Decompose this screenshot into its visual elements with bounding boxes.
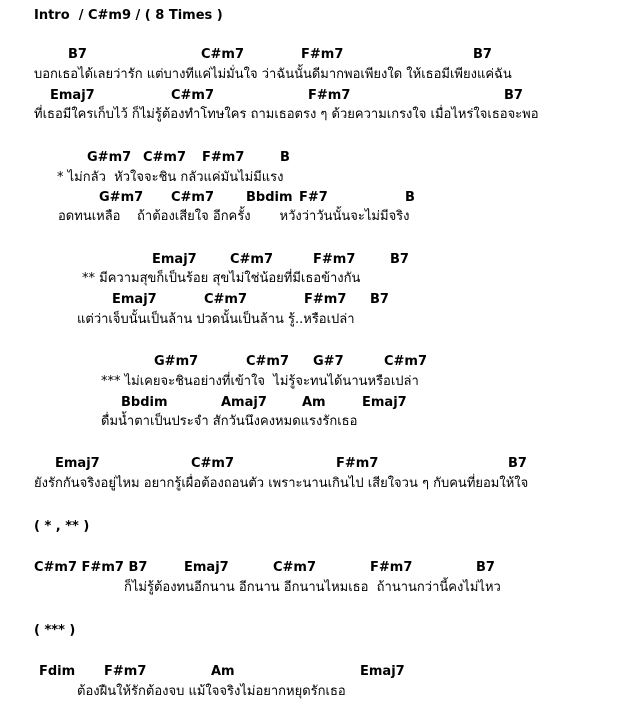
chord-symbol: G#m7 bbox=[99, 190, 144, 205]
chord-symbol: Emaj7 bbox=[362, 395, 407, 410]
chord-symbol: B bbox=[280, 150, 290, 165]
chord-symbol: Emaj7 bbox=[112, 292, 157, 307]
chord-symbol: B7 bbox=[390, 252, 409, 267]
chord-symbol: B7 bbox=[504, 88, 523, 103]
lyric-line: อดทนเหลือ ถ้าต้องเสียใจ อีกครั้ง หวังว่าวันนั้นจะไม่มีจริง bbox=[58, 209, 410, 224]
chord-symbol: B7 bbox=[370, 292, 389, 307]
lyric-line: ต้องฝืนให้รักต้องจบ แม้ใจจริงไม่อยากหยุดรักเธอ bbox=[77, 684, 346, 699]
lyric-line: ** มีความสุขก็เป็นร้อย สุขไม่ใช่น้อยที่มีเธอข้างกัน bbox=[82, 271, 361, 286]
chord-symbol: Emaj7 bbox=[55, 456, 100, 471]
chord-symbol: Am bbox=[302, 395, 326, 410]
chord-symbol: C#m7 bbox=[384, 354, 428, 369]
repeat-marker: ( * , ** ) bbox=[34, 519, 90, 534]
chord-symbol: G#m7 bbox=[87, 150, 132, 165]
chord-symbol: Am bbox=[211, 664, 235, 679]
chord-symbol: C#m7 bbox=[143, 150, 187, 165]
chord-symbol: F#m7 bbox=[304, 292, 347, 307]
repeat-marker: ( *** ) bbox=[34, 623, 76, 638]
chord-symbol: B7 bbox=[508, 456, 527, 471]
chord-symbol: B7 bbox=[476, 560, 495, 575]
chord-symbol: F#m7 bbox=[301, 47, 344, 62]
chord-symbol: C#m7 bbox=[171, 88, 215, 103]
chord-symbol: Amaj7 bbox=[221, 395, 267, 410]
chord-symbol: B7 bbox=[473, 47, 492, 62]
chord-symbol: B7 bbox=[68, 47, 87, 62]
lyric-line: บอกเธอได้เลยว่ารัก แต่บางทีแค่ไม่มั่นใจ ว่าฉันนั้นดีมากพอเพียงใด ให้เธอมีเพียงแค่ฉัน bbox=[34, 67, 512, 82]
chord-symbol: G#7 bbox=[313, 354, 344, 369]
lyric-line: แต่ว่าเจ็บนั้นเป็นล้าน ปวดนั้นเป็นล้าน รู้..หรือเปล่า bbox=[77, 312, 355, 327]
chord-symbol: C#m7 bbox=[246, 354, 290, 369]
chord-symbol: Emaj7 bbox=[360, 664, 405, 679]
chord-symbol: C#m7 bbox=[201, 47, 245, 62]
chord-symbol: F#m7 bbox=[104, 664, 147, 679]
chord-symbol: Bbdim bbox=[246, 190, 293, 205]
chord-symbol: C#m7 bbox=[204, 292, 248, 307]
chord-symbol: Emaj7 bbox=[152, 252, 197, 267]
chord-symbol: C#m7 F#m7 B7 bbox=[34, 560, 148, 575]
chord-symbol: Emaj7 bbox=[50, 88, 95, 103]
chord-symbol: F#m7 bbox=[202, 150, 245, 165]
chord-symbol: F#m7 bbox=[313, 252, 356, 267]
lyric-line: * ไม่กลัว หัวใจจะชิน กลัวแค่มันไม่มีแรง bbox=[57, 170, 284, 185]
chord-symbol: C#m7 bbox=[191, 456, 235, 471]
chord-symbol: F#m7 bbox=[308, 88, 351, 103]
lyric-line: ดื่มน้ำตาเป็นประจำ สักวันนึงคงหมดแรงรักเธอ bbox=[101, 414, 358, 429]
lyric-line: ยังรักกันจริงอยู่ไหม อยากรู้เผื่อต้องถอนตัว เพราะนานเกินไป เสียใจวน ๆ กับคนที่ยอมให้ใจ bbox=[34, 476, 529, 491]
intro-header: Intro / C#m9 / ( 8 Times ) bbox=[34, 8, 223, 23]
chord-symbol: F#m7 bbox=[336, 456, 379, 471]
chord-symbol: C#m7 bbox=[230, 252, 274, 267]
chord-symbol: F#m7 bbox=[370, 560, 413, 575]
chord-symbol: F#7 bbox=[299, 190, 328, 205]
chord-symbol: Emaj7 bbox=[184, 560, 229, 575]
chord-symbol: Fdim bbox=[39, 664, 76, 679]
chord-symbol: C#m7 bbox=[273, 560, 317, 575]
chord-symbol: C#m7 bbox=[171, 190, 215, 205]
chord-symbol: B bbox=[405, 190, 415, 205]
lyric-line: *** ไม่เคยจะชินอย่างที่เข้าใจ ไม่รู้จะทนได้นานหรือเปล่า bbox=[101, 374, 419, 389]
chord-symbol: Bbdim bbox=[121, 395, 168, 410]
lyric-line: ก็ไม่รู้ต้องทนอีกนาน อีกนาน อีกนานไหมเธอ ถ้านานกว่านี้คงไม่ไหว bbox=[124, 580, 501, 595]
lyric-line: ที่เธอมีใครเก็บไว้ ก็ไม่รู้ต้องทำโทษใคร ถามเธอตรง ๆ ด้วยความเกรงใจ เมื่อไหร่ใจเธอจะพอ bbox=[34, 107, 539, 122]
chord-symbol: G#m7 bbox=[154, 354, 199, 369]
